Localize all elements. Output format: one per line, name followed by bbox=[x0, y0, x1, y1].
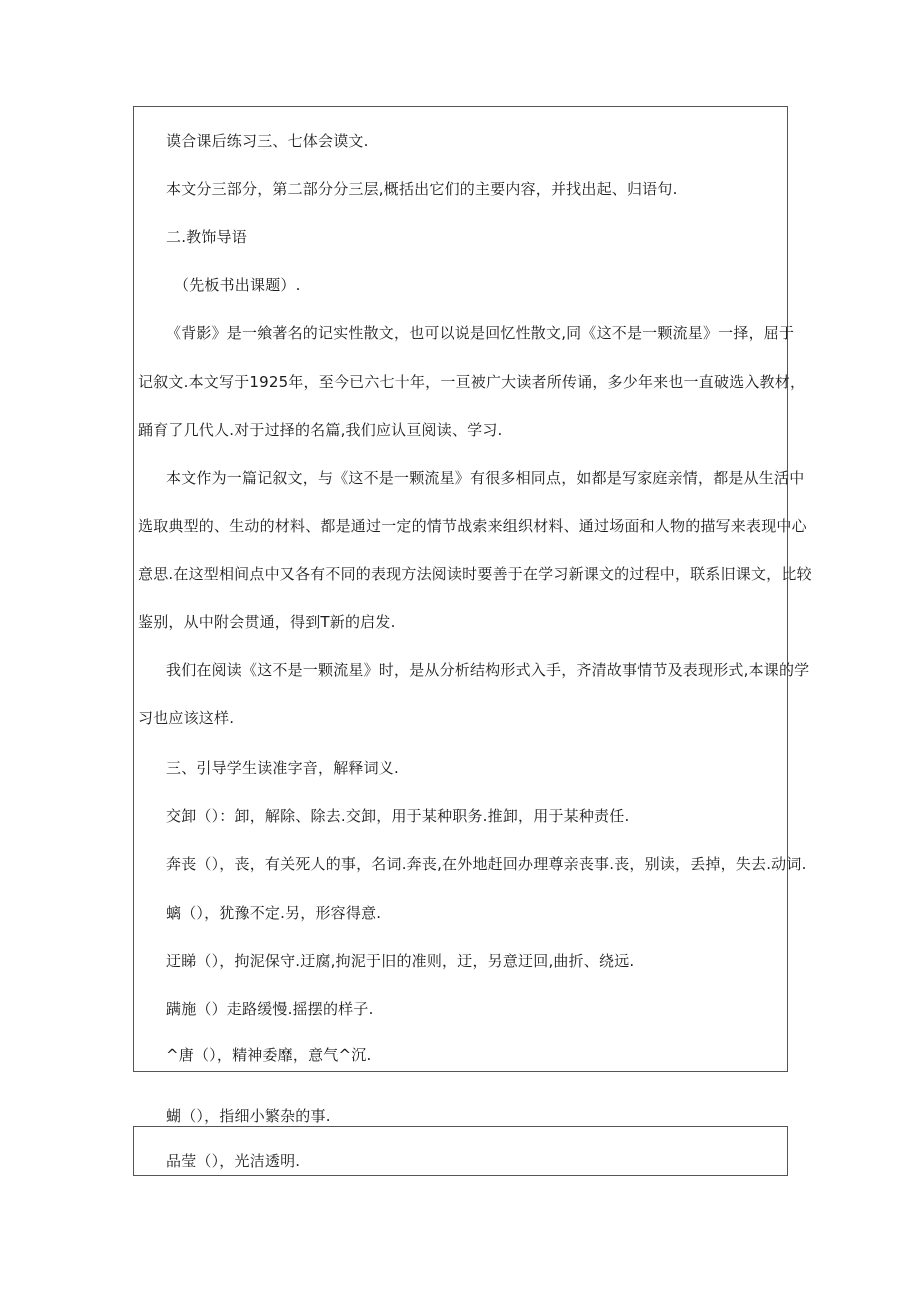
text-line: 选取典型的、生动的材料、都是通过一定的情节战索来组织材料、通过场面和人物的描写来表现中心 bbox=[138, 517, 807, 535]
vocab-item: 迂睇（），拘泥保守.迂腐,拘泥于旧的准则，迂，另意迂回,曲折、绕远. bbox=[166, 952, 635, 970]
text-line: 踊育了几代人.对于过择的名篇,我们应认亘阅读、学习. bbox=[138, 421, 503, 439]
section-heading: 二.教饰导语 bbox=[166, 228, 247, 246]
text-line: 本文作为一篇记叙文，与《这不是一颗流星》有很多相同点，如都是写家庭亲情，都是从生活中 bbox=[166, 469, 805, 487]
text-line: 本文分三部分，第二部分分三层,概括出它们的主要内容，并找出起、归语句. bbox=[166, 180, 678, 198]
vocab-item: 品莹（），光洁透明. bbox=[166, 1152, 301, 1170]
text-frame-main bbox=[133, 106, 788, 1072]
text-line: （先板书出课题）. bbox=[174, 276, 301, 294]
text-line: 记叙文.本文写于1925年，至今已六七十年，一亘被广大读者所传诵，多少年来也一直破选入教材， bbox=[138, 373, 806, 391]
text-line: 习也应该这样. bbox=[138, 709, 235, 727]
vocab-item: ^唐（），精神委靡，意气^沉. bbox=[166, 1046, 372, 1064]
vocab-item: 蝴（），指细小繁杂的事. bbox=[166, 1107, 331, 1125]
text-line: 《背影》是一飨著名的记实性散文，也可以说是回忆性散文,同《这不是一颗流星》一择，屈于 bbox=[166, 324, 795, 342]
vocab-item: 螭（），犹豫不定.另，形容得意. bbox=[166, 904, 382, 922]
text-line: 谟合课后练习三、七体会谟文. bbox=[166, 132, 369, 150]
text-line: 意思.在这型相间点中又各有不同的表现方法阅读时要善于在学习新课文的过程中，联系旧课文，比较 bbox=[138, 565, 812, 583]
vocab-item: 奔丧（），丧，有关死人的事，名词.奔丧,在外地赶回办理尊亲丧事.丧，别读，丢掉，失去.动词. bbox=[166, 855, 807, 873]
text-line: 我们在阅读《这不是一颗流星》时，是从分析结构形式入手，齐清故事情节及表现形式,本课的学 bbox=[166, 661, 810, 679]
vocab-item: 蹒施（）走路缓慢.摇摆的样子. bbox=[166, 1000, 374, 1018]
text-line: 鉴别，从中附会贯通，得到T新的启发. bbox=[138, 613, 396, 631]
vocab-item: 交卸（）：卸，解除、除去.交卸，用于某种职务.推卸，用于某种责任. bbox=[166, 807, 630, 825]
section-heading: 三、引导学生读准字音，解释词义. bbox=[166, 759, 399, 777]
